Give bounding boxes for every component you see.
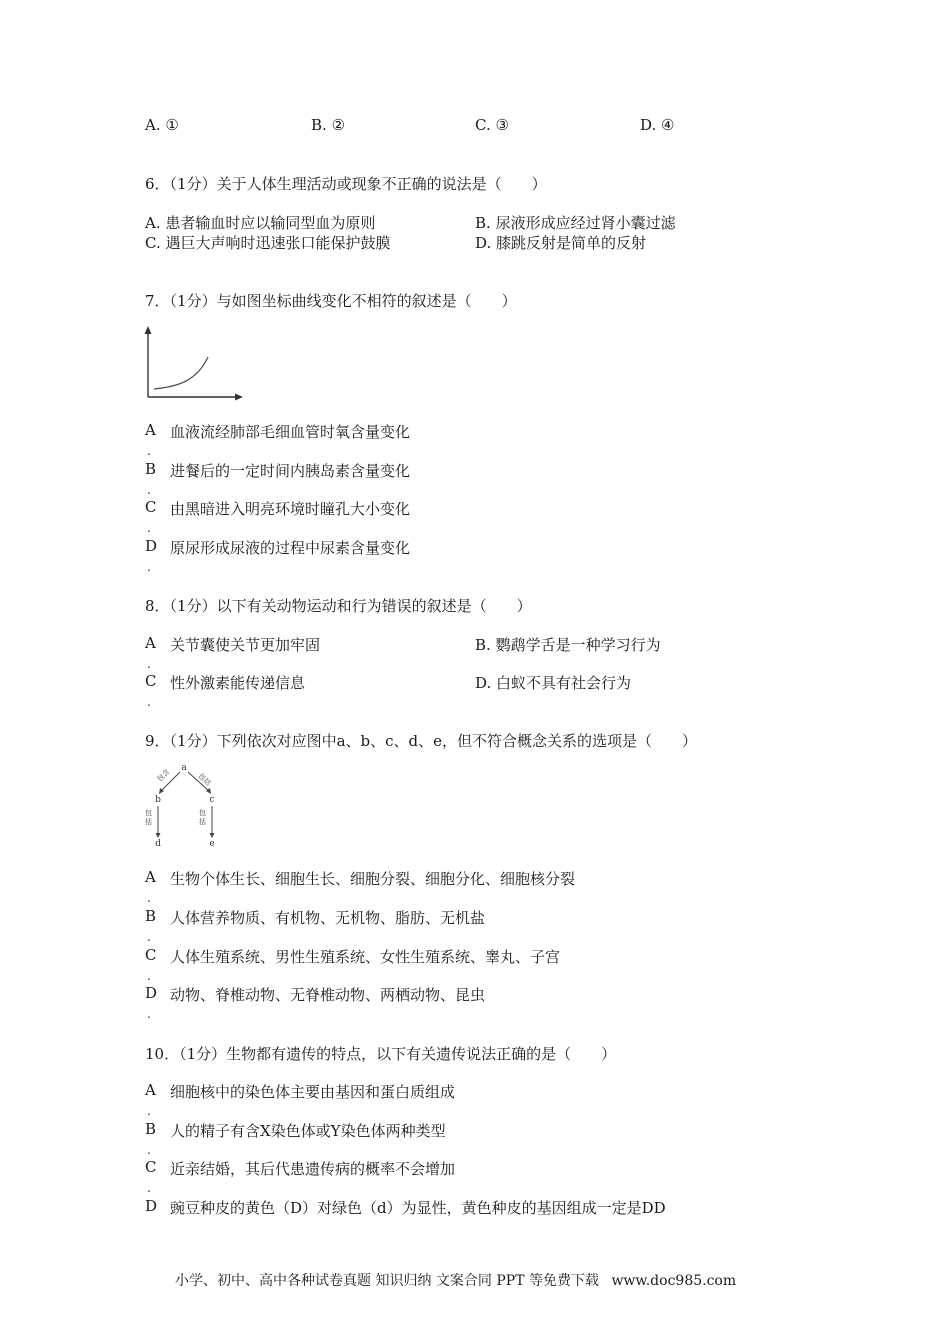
q7-option-b-label: B bbox=[145, 460, 157, 478]
q8-option-c-label: C bbox=[145, 672, 157, 690]
footer-link[interactable]: www.doc985.com bbox=[611, 1273, 737, 1289]
q5-option-a: A. ① bbox=[145, 116, 179, 134]
q8-stem: 8．（1分）以下有关动物运动和行为错误的叙述是（ ） bbox=[145, 597, 532, 615]
q7-option-a-text: 血液流经肺部毛细血管时氧含量变化 bbox=[170, 423, 411, 441]
q5-option-c: C. ③ bbox=[475, 116, 509, 134]
q9-option-b-label: B bbox=[145, 907, 157, 925]
q6-option-d: D. 膝跳反射是简单的反射 bbox=[475, 234, 647, 252]
q10-option-b-label: B bbox=[145, 1120, 157, 1138]
option-dot: . bbox=[147, 444, 151, 458]
q7-option-c-label: C bbox=[145, 498, 157, 516]
q6-option-a: A. 患者输血时应以输同型血为原则 bbox=[145, 214, 376, 232]
q10-option-a-label: A bbox=[145, 1081, 156, 1099]
q7-option-d-text: 原尿形成尿液的过程中尿素含量变化 bbox=[170, 539, 411, 557]
option-dot: . bbox=[147, 1104, 151, 1118]
q8-option-c-text: 性外激素能传递信息 bbox=[170, 674, 306, 692]
q10-option-d-text: 豌豆种皮的黄色（D）对绿色（d）为显性，黄色种皮的基因组成一定是DD bbox=[170, 1199, 666, 1217]
option-dot: . bbox=[147, 657, 151, 671]
q9-stem: 9．（1分）下列依次对应图中a、b、c、d、e，但不符合概念关系的选项是（ ） bbox=[145, 732, 698, 750]
q10-option-d-label: D bbox=[145, 1197, 158, 1215]
edge-label: 包含 bbox=[155, 767, 172, 784]
edge-label-1: 包括 bbox=[145, 809, 152, 826]
q9-option-c-text: 人体生殖系统、男性生殖系统、女性生殖系统、睾丸、子宫 bbox=[170, 948, 561, 966]
q8-option-a-text: 关节囊使关节更加牢固 bbox=[170, 636, 321, 654]
q9-option-d-text: 动物、脊椎动物、无脊椎动物、两栖动物、昆虫 bbox=[170, 986, 486, 1004]
q10-option-c-label: C bbox=[145, 1158, 157, 1176]
option-dot: . bbox=[147, 695, 151, 709]
q9-option-b-text: 人体营养物质、有机物、无机物、脂肪、无机盐 bbox=[170, 909, 486, 927]
q10-option-a-text: 细胞核中的染色体主要由基因和蛋白质组成 bbox=[170, 1083, 456, 1101]
q7-option-d-label: D bbox=[145, 537, 158, 555]
node-b: b bbox=[155, 795, 161, 805]
q7-option-c-text: 由黑暗进入明亮环境时瞳孔大小变化 bbox=[170, 500, 411, 518]
option-dot: . bbox=[147, 560, 151, 574]
q10-stem: 10．（1分）生物都有遗传的特点，以下有关遗传说法正确的是（ ） bbox=[145, 1045, 617, 1063]
x-axis-arrow-icon bbox=[235, 394, 243, 401]
q5-option-d: D. ④ bbox=[640, 116, 675, 134]
q7-option-b-text: 进餐后的一定时间内胰岛素含量变化 bbox=[170, 462, 411, 480]
option-dot: . bbox=[147, 521, 151, 535]
option-dot: . bbox=[147, 969, 151, 983]
node-e: e bbox=[209, 839, 215, 849]
q10-option-b-text: 人的精子有含X染色体或Y染色体两种类型 bbox=[170, 1122, 446, 1140]
arrow-icon bbox=[156, 833, 161, 838]
q9-option-a-label: A bbox=[145, 868, 156, 886]
q7-stem: 7．（1分）与如图坐标曲线变化不相符的叙述是（ ） bbox=[145, 292, 517, 310]
q8-option-b: B. 鹦鹉学舌是一种学习行为 bbox=[475, 636, 661, 654]
option-dot: . bbox=[147, 891, 151, 905]
option-dot: . bbox=[147, 930, 151, 944]
q6-option-b: B. 尿液形成应经过肾小囊过滤 bbox=[475, 214, 676, 232]
node-d: d bbox=[155, 839, 161, 849]
q6-option-c: C. 遇巨大声响时迅速张口能保护鼓膜 bbox=[145, 234, 391, 252]
q8-option-d: D. 白蚁不具有社会行为 bbox=[475, 674, 632, 692]
q9-option-a-text: 生物个体生长、细胞生长、细胞分裂、细胞分化、细胞核分裂 bbox=[170, 870, 576, 888]
edge-label: 包括 bbox=[196, 771, 213, 788]
q5-option-b: B. ② bbox=[311, 116, 346, 134]
footer-text: 小学、初中、高中各种试卷真题 知识归纳 文案合同 PPT 等免费下载 bbox=[175, 1273, 599, 1289]
q10-option-c-text: 近亲结婚，其后代患遗传病的概率不会增加 bbox=[170, 1160, 456, 1178]
q6-stem: 6．（1分）关于人体生理活动或现象不正确的说法是（ ） bbox=[145, 175, 547, 193]
rising-curve bbox=[154, 357, 208, 389]
option-dot: . bbox=[147, 1181, 151, 1195]
edge-label-2: 包括 bbox=[199, 809, 206, 826]
option-dot: . bbox=[147, 1143, 151, 1157]
q7-option-a-label: A bbox=[145, 421, 156, 439]
q8-option-a-label: A bbox=[145, 634, 156, 652]
arrow-icon bbox=[210, 833, 215, 838]
node-c: c bbox=[209, 795, 215, 805]
q9-concept-diagram bbox=[140, 760, 230, 850]
node-a: a bbox=[181, 763, 187, 773]
y-axis-arrow-icon bbox=[145, 326, 152, 334]
q9-option-c-label: C bbox=[145, 946, 157, 964]
option-dot: . bbox=[147, 483, 151, 497]
q7-curve-graph bbox=[140, 325, 250, 405]
footer bbox=[175, 1270, 736, 1290]
q9-option-d-label: D bbox=[145, 984, 158, 1002]
option-dot: . bbox=[147, 1007, 151, 1021]
